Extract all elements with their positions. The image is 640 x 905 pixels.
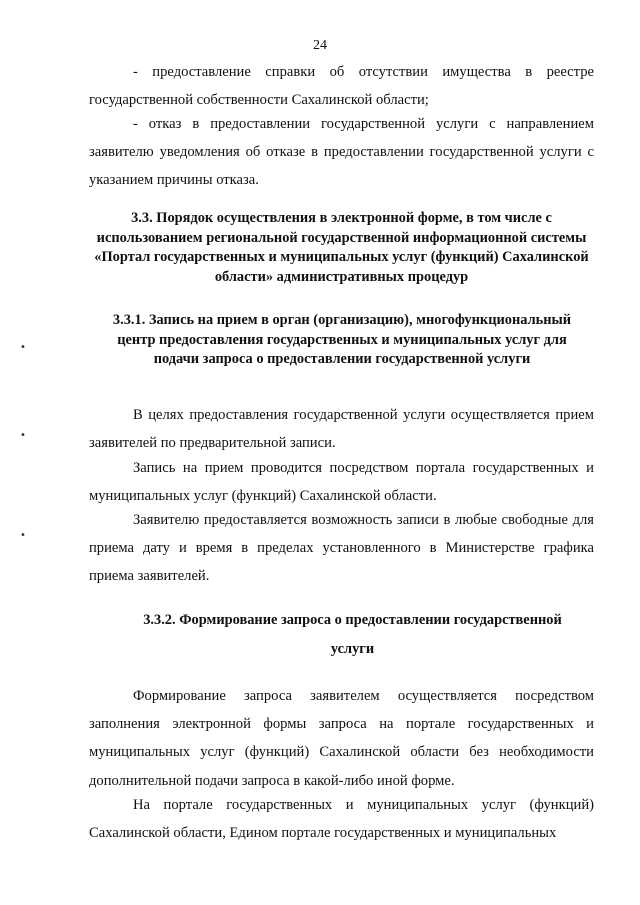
margin-mark: •	[20, 430, 26, 441]
section-heading-3-3-1: 3.3.1. Запись на прием в орган (организацию), многофункциональный центр предоставления государственных и муниципальных услуг для подачи запроса о предоставлении государственной услуги	[112, 312, 572, 367]
bullet-paragraph: - предоставление справки об отсутствии имущества в реестре государственной собственности Сахалинской области;	[89, 64, 594, 109]
section-heading-3-3-2: 3.3.2. Формирование запроса о предоставлении государственной услуги	[143, 612, 562, 657]
section-heading-3-3: 3.3. Порядок осуществления в электронной форме, в том числе с использованием региональной государственной информационной системы «Портал государственных и муниципальных услуг (функций) Сахалинской области» административных процедур	[94, 210, 589, 285]
bullet-paragraph: - отказ в предоставлении государственной услуги с направлением заявителю уведомления об отказе в предоставлении государственной услуги с указанием причины отказа.	[89, 116, 594, 189]
page-number: 24	[313, 38, 327, 53]
body-paragraph: Формирование запроса заявителем осуществляется посредством заполнения электронной формы запроса на портале государственных и муниципальных услуг (функций) Сахалинской области без необходимости дополнительной подачи запроса в какой-либо иной форме.	[89, 688, 594, 789]
margin-mark: •	[20, 342, 26, 353]
body-paragraph: Заявителю предоставляется возможность записи в любые свободные для приема дату и время в пределах установленного в Министерстве графика приема заявителей.	[89, 512, 594, 585]
body-paragraph: На портале государственных и муниципальных услуг (функций) Сахалинской области, Едином портале государственных и муниципальных	[89, 797, 594, 842]
body-paragraph: В целях предоставления государственной услуги осуществляется прием заявителей по предварительной записи.	[89, 407, 594, 452]
margin-mark: •	[20, 530, 26, 541]
body-paragraph: Запись на прием проводится посредством портала государственных и муниципальных услуг (функций) Сахалинской области.	[89, 460, 594, 505]
